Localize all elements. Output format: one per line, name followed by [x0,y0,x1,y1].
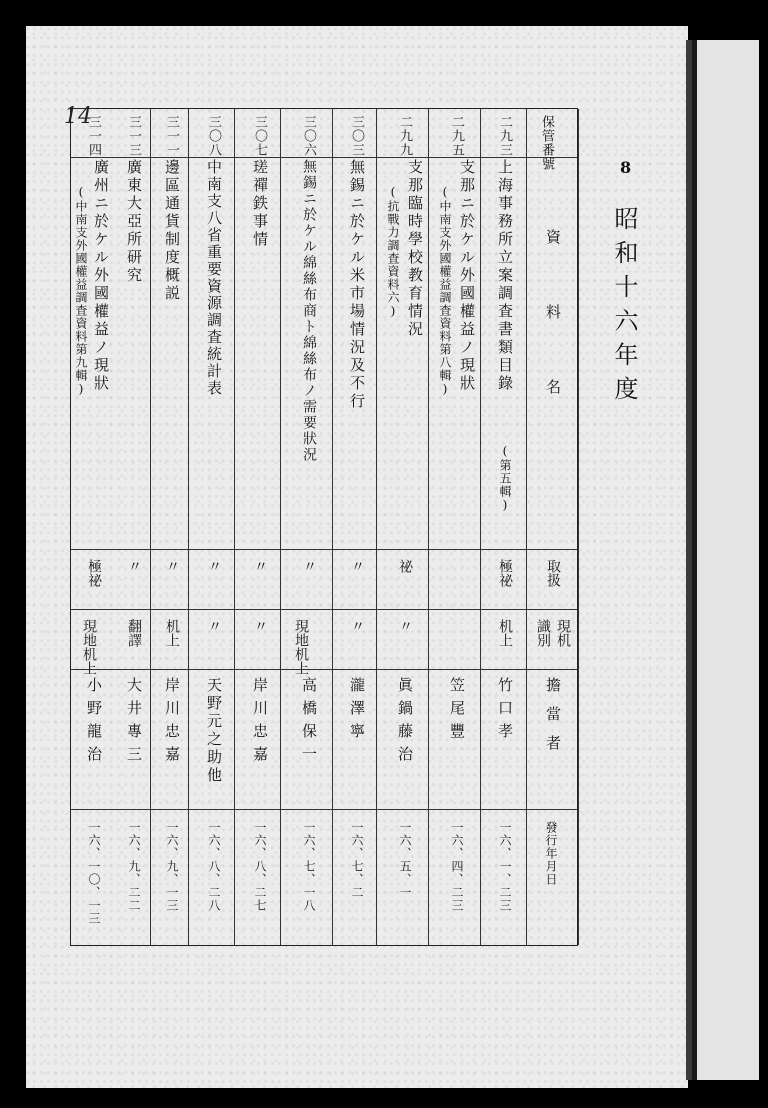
row-person: 大井專三 [125,677,143,769]
row-location: 〃 [206,619,222,633]
row-person: 小野龍治 [85,677,103,769]
row-person: 岸川忠嘉 [251,677,269,769]
year-title: 昭和十六年度 [610,206,638,410]
row-classification: 〃 [301,559,317,573]
row-name: 無錫ニ於ケル米市場情況及不行 [348,159,366,411]
row-location: 〃 [252,619,268,633]
row-name: 上海事務所立案調査書類目錄 [496,159,514,393]
row-classification: 〃 [164,559,180,573]
row-date: 一六、八、二七 [253,821,267,912]
row-classification: 〃 [349,559,365,573]
header-person: 擔當者 [544,677,562,764]
row-person: 岸川忠嘉 [163,677,181,769]
row-person: 眞鍋藤治 [396,677,414,769]
header-column [527,109,579,945]
row-number: 三一一 [164,115,179,157]
row-classification: 極祕 [497,559,513,587]
row-number: 二九五 [449,115,464,157]
table-row [281,109,333,945]
facing-page-edge [692,40,759,1080]
table-row [151,109,189,945]
row-location: 机上 [497,619,513,647]
row-date: 一六、七、二 [350,821,364,899]
row-note: (抗戰力調査資料六) [386,185,400,319]
row-person: 天野元之助他 [205,677,223,785]
table-row [429,109,481,945]
row-number: 三〇八 [206,115,221,157]
header-classification: 取扱 [545,559,561,587]
row-note: (中南支外國權益調査資料第九輯) [74,185,88,397]
row-date: 一六、九、二二 [127,821,141,912]
row-classification: 極祕 [86,559,102,587]
row-name: 支那ニ於ケル外國權益ノ現狀 [458,159,476,393]
table-row [113,109,151,945]
row-name: 瑳禪鉄事情 [251,159,269,249]
row-name: 無錫ニ於ケル綿絲布商ト綿絲布ノ需要狀況 [301,159,317,463]
row-name: 支那臨時學校教育情況 [406,159,424,339]
row-date: 一六、七、一八 [302,821,316,912]
row-number: 三〇六 [301,115,316,157]
row-classification: 〃 [206,559,222,573]
row-date: 一六、四、二三 [450,821,464,912]
row-classification: 〃 [126,559,142,573]
header-number: 保管番號 [539,115,554,171]
table-row [333,109,377,945]
register-table [70,108,578,946]
row-person: 高橋保一 [300,677,318,769]
row-name: 中南支八省重要資源調査統計表 [205,159,223,397]
row-name: 廣州ニ於ケル外國權益ノ現狀 [92,159,110,393]
row-number: 三〇七 [252,115,267,157]
header-name: 資料名 [544,229,562,454]
row-note: (中南支外國權益調査資料第八輯) [438,185,452,397]
row-classification: 祕 [397,559,413,573]
row-person: 笠尾豐 [448,677,466,746]
row-name: 邊區通貨制度概説 [163,159,181,303]
row-date: 一六、五、一 [398,821,412,899]
row-number: 三一三 [126,115,141,157]
row-number: 二九三 [497,115,512,157]
header-date: 發行年月日 [544,821,558,886]
row-location: 〃 [397,619,413,633]
row-number: 二九九 [397,115,412,157]
row-classification: 〃 [252,559,268,573]
row-note: (第五輯) [498,444,512,513]
row-date: 一六、九、一三 [165,821,179,912]
row-number: 三一四 [86,115,101,157]
row-location: 机上 [164,619,180,647]
row-location: 〃 [349,619,365,633]
row-person: 瀧澤寧 [348,677,366,746]
table-row [377,109,429,945]
row-person: 竹口孝 [496,677,514,746]
row-location: 翻譯 [126,619,142,647]
table-row [481,109,527,945]
header-location: 現机 [555,619,571,647]
handwritten-page-mark: 14 [64,104,92,129]
table-row [189,109,235,945]
row-date: 一六、八、二八 [207,821,221,912]
row-date: 一六、一〇、一三 [87,821,101,925]
table-row [235,109,281,945]
table-row [71,109,113,945]
row-number: 三〇三 [349,115,364,157]
header-location-sub: 識別 [535,619,551,647]
row-location: 現地机上 [293,619,309,675]
page-number: 8 [620,158,632,177]
row-name: 廣東大亞所研究 [125,159,143,285]
row-date: 一六、一、二三 [498,821,512,912]
row-location: 現地机上 [81,619,97,675]
